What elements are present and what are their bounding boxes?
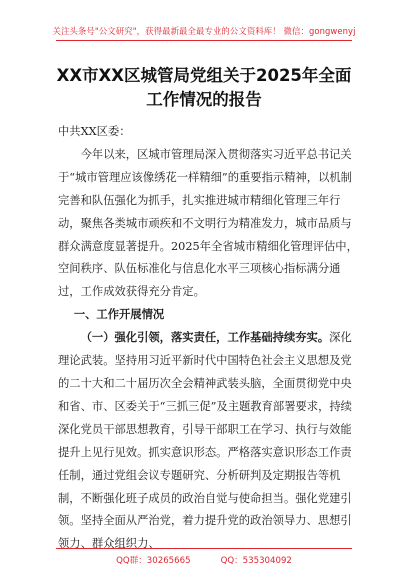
header-divider	[56, 40, 352, 41]
document-body	[58, 121, 360, 556]
section-heading: 一、工作开展情况	[73, 308, 165, 322]
document-title	[0, 64, 408, 112]
subsection-paragraph	[58, 327, 360, 556]
page-header	[0, 0, 408, 44]
intro-paragraph: 今年以来，区城市管理局深入贯彻落实习近平总书记关于“城市管理应该像绣花一样精细”的重要指示精神，以机制完善和队伍强化为抓手，扎实推进城市精细化管理三年行动，聚焦各类城市顽疾和不文明行为精准发力，城市品质与群众满意度显著提升。2025年全省城市精细化管理评估中，空间秩序、队伍标准化与信息化水平三项核心指标满分通过，工作成效获得充分肯定。	[58, 147, 358, 299]
header-banner: 关注头条号"公文研究"，获得最新最全最专业的公文资料库！ 微信：gongwenyj	[52, 26, 356, 36]
page-footer	[0, 548, 408, 568]
footer-divider	[56, 548, 352, 549]
subsection-heading: （一）强化引领，落实责任，工作基础持续夯实。	[80, 331, 330, 345]
footer-contacts	[0, 554, 408, 566]
title-line-1: XX市XX区城管局党组关于2025年全面	[56, 66, 352, 85]
salutation: 中共XX区委：	[58, 125, 131, 138]
qq-group: QQ群：30265665	[116, 556, 191, 566]
subsection-text: 深化理论武装。坚持用习近平新时代中国特色社会主义思想及党的二十大和二十届历次全会精神武装头脑，全面贯彻党中央和省、市、区委关于“三抓三促”及主题教育部署要求，持续深化党员干部思想教育，引导干部职工在学习、执行与效能提升上见行见效。抓实意识形态。严格落实意识形态工作责任制，通过党组会议专题研究、分析研判及定期报告等机制，不断强化班子成员的政治自觉与使命担当。强化党建引领。坚持全面从严治党，着力提升党的政治领导力、思想引领力、群众组织力、	[58, 331, 352, 551]
title-line-2: 工作情况的报告	[146, 90, 262, 109]
qq-number: QQ：535304092	[220, 556, 292, 566]
